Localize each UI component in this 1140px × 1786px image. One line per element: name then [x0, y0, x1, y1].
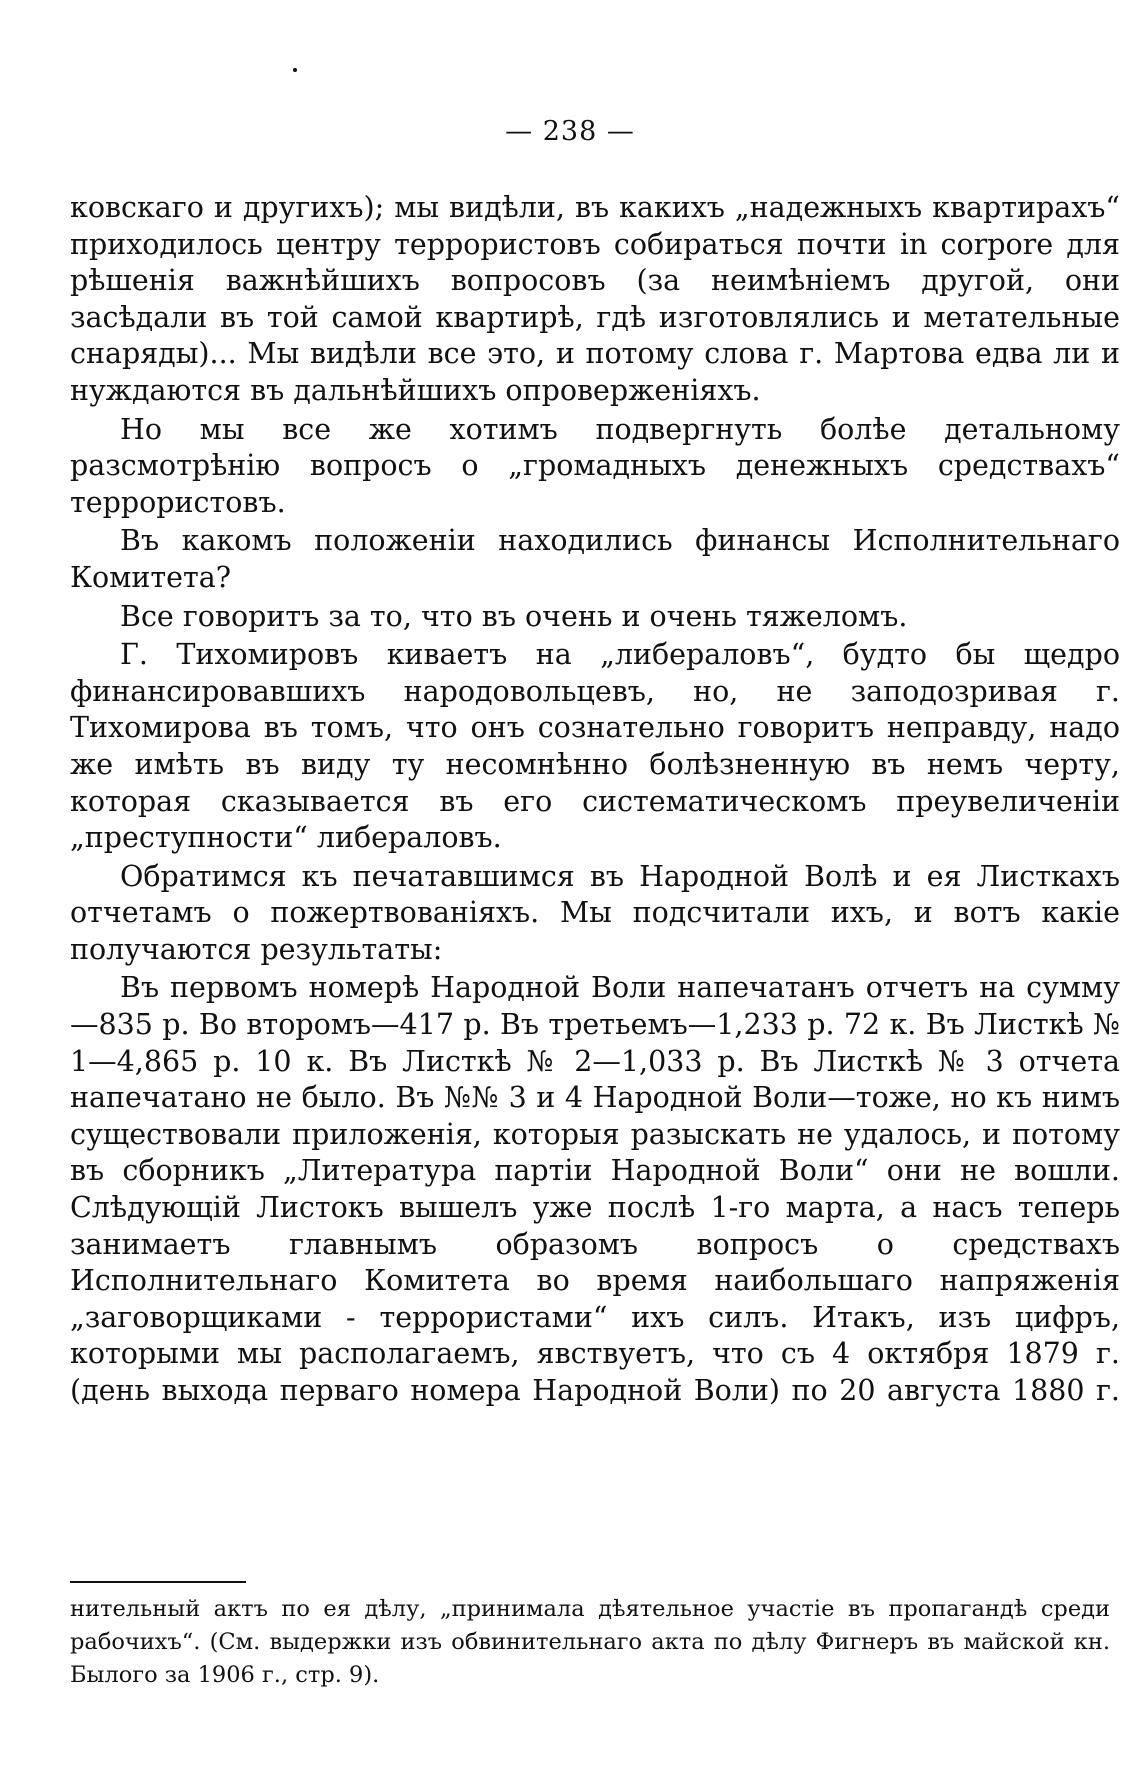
stray-dot-mark — [293, 68, 297, 72]
main-text — [70, 190, 1120, 1412]
paragraph: Г. Тихомировъ киваетъ на „либераловъ“, будто бы щедро финансировавшихъ народовольцевъ, но, не заподозривая г. Тихомирова въ томъ, что онъ сознательно говоритъ неправду, надо же имѣть въ виду ту несомнѣнно болѣзненную въ немъ черту, которая сказывается въ его систематическомъ преувеличеніи „преступности“ либераловъ. — [70, 638, 1120, 855]
footnote: нительный актъ по ея дѣлу, „принимала дѣятельное участіе въ пропагандѣ среди рабочихъ“. (См. выдержки изъ обвинительнаго акта по дѣлу Фигнеръ въ майской кн. Былого за 1906 г., стр. 9). — [70, 1596, 1110, 1688]
paragraph: Все говоритъ за то, что въ очень и очень тяжеломъ. — [120, 599, 908, 633]
paragraph: Обратимся къ печатавшимся въ Народной Волѣ и ея Листкахъ отчетамъ о пожертвованіяхъ. Мы подсчитали ихъ, и вотъ какіе получаются результаты: — [70, 859, 1120, 966]
paragraph: Въ какомъ положеніи находились финансы Исполнительнаго Комитета? — [70, 524, 1120, 594]
paragraph-continuation: ковскаго и другихъ); мы видѣли, въ какихъ „надежныхъ квартирахъ“ приходилось центру террористовъ собираться почти in corpore для рѣшенія важнѣйшихъ вопросовъ (за неимѣніемъ другой, они засѣдали въ той самой квартирѣ, гдѣ изготовлялись и метательные снаряды)... Мы видѣли все это, и потому слова г. Мартова едва ли и нуждаются въ дальнѣйшихъ опроверженіяхъ. — [70, 191, 1120, 407]
footnote-divider — [70, 1581, 246, 1583]
page-number: — 238 — — [505, 116, 635, 147]
paragraph: Но мы все же хотимъ подвергнуть болѣе детальному разсмотрѣнію вопросъ о „громадныхъ денежныхъ средствахъ“ террористовъ. — [70, 412, 1120, 519]
paragraph: Въ первомъ номерѣ Народной Воли напечатанъ отчетъ на сумму—835 р. Во второмъ—417 р. Въ третьемъ—1,233 р. 72 к. Въ Листкѣ № 1—4,865 р. 10 к. Въ Листкѣ № 2—1,033 р. Въ Листкѣ № 3 отчета напечатано не было. Въ №№ 3 и 4 Народной Воли—тоже, но къ нимъ существовали приложенія, которыя разыскать не удалось, и потому въ сборникъ „Литература партіи Народной Воли“ они не вошли. Слѣдующій Листокъ вышелъ уже послѣ 1-го марта, а насъ теперь занимаетъ главнымъ образомъ вопросъ о средствахъ Исполнительнаго Комитета во время наибольшаго напряженія „заговорщиками - террористами“ ихъ силъ. Итакъ, изъ цифръ, которыми мы располагаемъ, явствуетъ, что съ 4 октября 1879 г. (день выхода перваго номера Народной Воли) по 20 августа 1880 г. — [70, 971, 1120, 1407]
